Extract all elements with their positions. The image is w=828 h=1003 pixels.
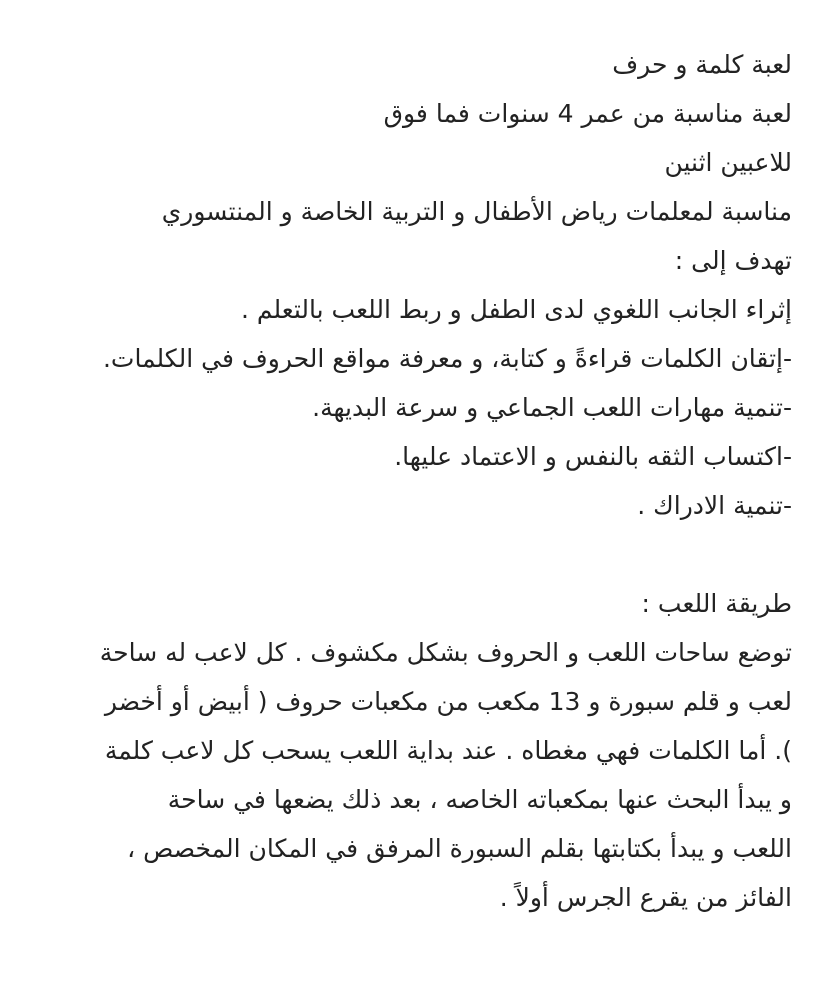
spacer [32,530,792,579]
howto-line: توضع ساحات اللعب و الحروف بشكل مكشوف . كل لاعب له ساحة [99,638,792,667]
howto-line: الفائز من يقرع الجرس أولاً . [499,883,792,912]
goal-item: -تنمية مهارات اللعب الجماعي و سرعة البديهة. [312,393,792,422]
players-line: للاعبين اثنين [664,148,792,177]
goal-item: -تنمية الادراك . [637,491,792,520]
howto-line: ). أما الكلمات فهي مغطاه . عند بداية اللعب يسحب كل لاعب كلمة [104,736,792,765]
howto-line: و يبدأ البحث عنها بمكعباته الخاصه ، بعد ذلك يضعها في ساحة [167,785,792,814]
goal-item: -إتقان الكلمات قراءةً و كتابة، و معرفة مواقع الحروف في الكلمات. [102,344,792,373]
howto-line: لعب و قلم سبورة و 13 مكعب من مكعبات حروف ( أبيض أو أخضر [104,687,792,716]
goal-item: إثراء الجانب اللغوي لدى الطفل و ربط اللعب بالتعلم . [240,295,792,324]
goal-item: -اكتساب الثقه بالنفس و الاعتماد عليها. [394,442,792,471]
game-title: لعبة كلمة و حرف [612,50,792,79]
age-line: لعبة مناسبة من عمر 4 سنوات فما فوق [383,99,792,128]
howto-heading: طريقة اللعب : [641,589,792,618]
goals-heading: تهدف إلى : [674,246,792,275]
audience-line: مناسبة لمعلمات رياض الأطفال و التربية الخاصة و المنتسوري [161,197,792,226]
document-body [32,40,792,922]
howto-line: اللعب و يبدأ بكتابتها بقلم السبورة المرفق في المكان المخصص ، [127,834,792,863]
